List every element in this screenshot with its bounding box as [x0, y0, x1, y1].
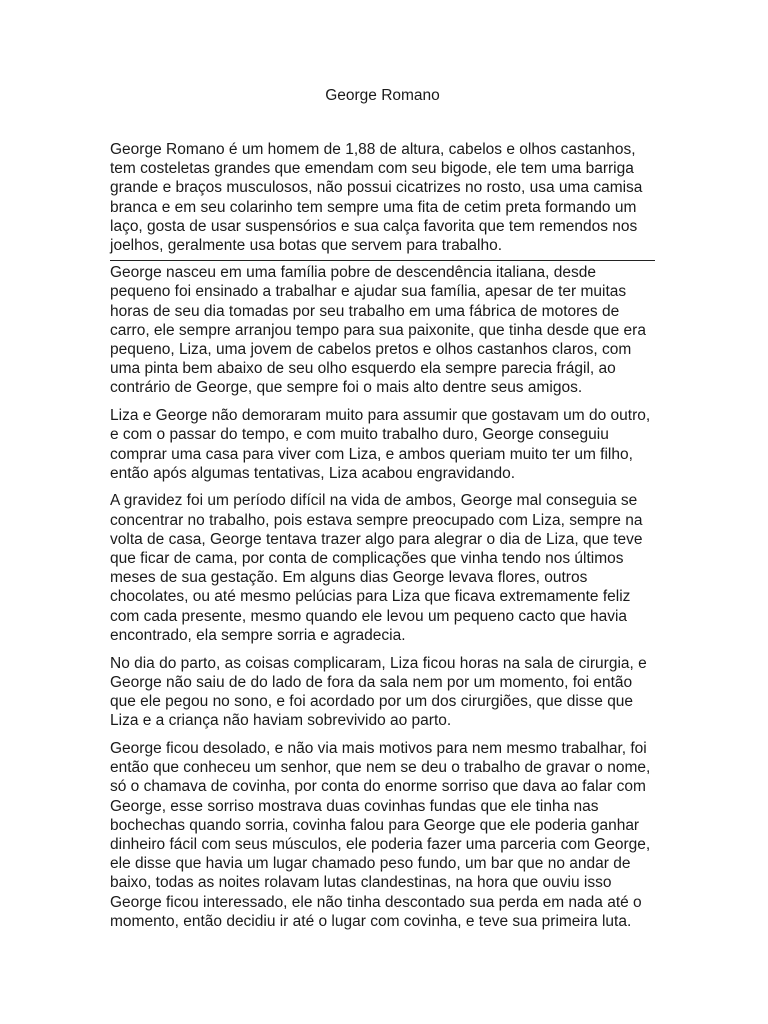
paragraph-spacer [110, 483, 655, 492]
text-line: George ficou desolado, e não via mais motivos para nem mesmo trabalhar, foi [110, 739, 647, 757]
paragraph-spacer [110, 398, 655, 407]
paragraph-spacer [110, 645, 655, 654]
text-line: com cada presente, mesmo quando ele levou um pequeno cacto que havia [110, 607, 628, 625]
text-line: que ficar de cama, por conta de complicações que vinha tendo nos últimos [110, 550, 624, 568]
text-line: e com o passar do tempo, e com muito trabalho duro, George conseguiu [110, 426, 609, 444]
text-line: concentrar no trabalho, pois estava sempre preocupado com Liza, sempre na [110, 511, 643, 529]
text-line: meses de sua gestação. Em alguns dias George levava flores, outros [110, 569, 588, 587]
text-line: joelhos, geralmente usa botas que servem para trabalho. [110, 237, 503, 255]
horizontal-rule [110, 260, 655, 261]
text-line: carro, ele sempre arranjou tempo para sua paixonite, que tinha desde que era [110, 321, 646, 339]
paragraph-1 [110, 140, 655, 255]
text-line: volta de casa, George tentava trazer algo para alegrar o dia de Liza, que teve [110, 530, 643, 548]
text-line: então que conheceu um senhor, que nem se deu o trabalho de gravar o nome, [110, 759, 651, 777]
text-line: laço, gosta de usar suspensórios e sua calça favorita que tem remendos nos [110, 217, 638, 235]
text-line: bochechas quando sorria, covinha falou para George que ele poderia ganhar [110, 816, 640, 834]
text-line: baixo, todas as noites rolavam lutas clandestinas, na hora que ouviu isso [110, 874, 612, 892]
text-line: George não saiu de do lado de fora da sala nem por um momento, foi então [110, 673, 633, 691]
text-line: George nasceu em uma família pobre de descendência italiana, desde [110, 264, 596, 282]
text-line: George, esse sorriso mostrava duas covinhas fundas que ele tinha nas [110, 797, 599, 815]
text-line: branca e em seu colarinho tem sempre uma fita de cetim preta formando um [110, 198, 637, 216]
text-line: pequeno, Liza, uma jovem de cabelos pretos e olhos castanhos claros, com [110, 341, 632, 359]
paragraph-6 [110, 739, 655, 931]
paragraph-spacer [110, 730, 655, 739]
text-line: George ficou interessado, ele não tinha descontado sua perda em nada até o [110, 893, 642, 911]
paragraph-3 [110, 406, 655, 483]
text-line: No dia do parto, as coisas complicaram, Liza ficou horas na sala de cirurgia, e [110, 654, 647, 672]
text-line: dinheiro fácil com seus músculos, ele poderia fazer uma parceria com George, [110, 835, 651, 853]
text-line: chocolates, ou até mesmo pelúcias para Liza que ficava extremamente feliz [110, 588, 631, 606]
text-line: encontrado, ela sempre sorria e agradecia. [110, 626, 406, 644]
text-line: uma pinta bem abaixo de seu olho esquerdo ela sempre parecia frágil, ao [110, 360, 616, 378]
text-line: George Romano é um homem de 1,88 de altura, cabelos e olhos castanhos, [110, 141, 636, 158]
text-line: Liza e George não demoraram muito para assumir que gostavam um do outro, [110, 407, 651, 425]
text-line: horas de seu dia tomadas por seu trabalho em uma fábrica de motores de [110, 302, 620, 320]
text-line: pequeno foi ensinado a trabalhar e ajudar sua família, apesar de ter muitas [110, 283, 627, 301]
text-line: tem costeletas grandes que emendam com seu bigode, ele tem uma barriga [110, 160, 634, 178]
text-line: contrário de George, que sempre foi o mais alto dentre seus amigos. [110, 379, 583, 397]
document-title: George Romano [325, 87, 440, 104]
text-line: ele disse que havia um lugar chamado peso fundo, um bar que no andar de [110, 855, 631, 873]
paragraph-4 [110, 491, 655, 645]
paragraph-5 [110, 654, 655, 731]
text-line: que ele pegou no sono, e foi acordado por um dos cirurgiões, que disse que [110, 692, 634, 710]
text-line: comprar uma casa para viver com Liza, e ambos queriam muito ter um filho, [110, 445, 633, 463]
text-line: grande e braços musculosos, não possui cicatrizes no rosto, usa uma camisa [110, 179, 643, 197]
text-line: então após algumas tentativas, Liza acabou engravidando. [110, 464, 516, 482]
text-line: Liza e a criança não haviam sobrevivido ao parto. [110, 712, 452, 730]
text-line: momento, então decidiu ir até o lugar com covinha, e teve sua primeira luta. [110, 912, 632, 930]
text-line: A gravidez foi um período difícil na vida de ambos, George mal conseguia se [110, 492, 638, 510]
text-line: só o chamava de covinha, por conta do enorme sorriso que dava ao falar com [110, 778, 646, 796]
document-body [110, 140, 655, 931]
paragraph-2 [110, 263, 655, 397]
